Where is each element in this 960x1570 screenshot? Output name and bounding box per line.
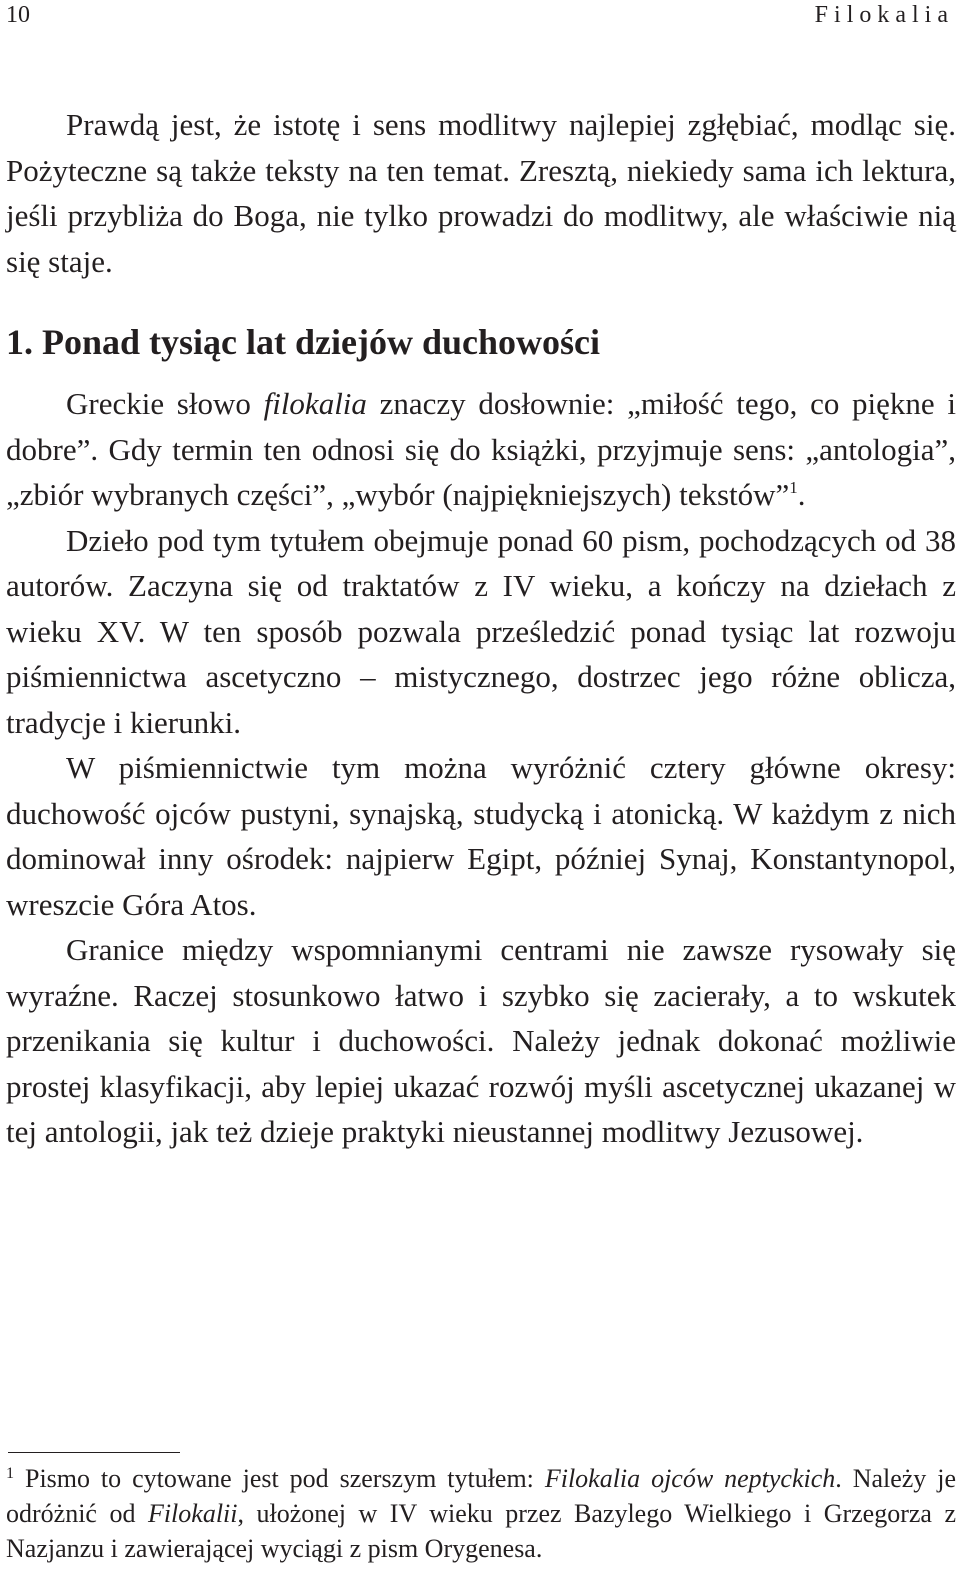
paragraph-text: Greckie słowo [66,386,264,421]
paragraph-filokalia-meaning [6,381,956,518]
paragraph-text: znaczy dosłownie: „miłość tego, co piękne i dobre”. Gdy termin ten odnosi się do książki, przyjmuje sens: „antologia”, „zbiór wybranych części”, „wybór (najpiękniejszych) tekstów” [6,386,957,512]
footnote-text: . Należy je odróżnić od [6,1464,956,1528]
footnote-1 [6,1461,956,1566]
footnote-divider [8,1452,180,1453]
section-heading: 1. Ponad tysiąc lat dziejów duchowości [6,322,600,362]
intro-paragraph: Prawdą jest, że istotę i sens modlitwy najlepiej zgłębiać, modląc się. Pożyteczne są także teksty na ten temat. Zresztą, niekiedy sama ich lektura, jeśli przybliża do Boga, nie tylko prowadzi do modlitwy, ale właściwie nią się staje. [6,107,956,279]
footnotes [6,1461,956,1566]
footnote-title-neptic: Filokalia ojców neptyckich [544,1464,836,1493]
term-filokalia: filokalia [263,386,367,421]
footnote-reference[interactable]: 1 [789,478,798,498]
running-title: Filokalia [814,2,954,28]
paragraph-boundaries: Granice między wspomnianymi centrami nie zawsze rysowały się wyraźne. Raczej stosunkowo łatwo i szybko się zacierały, a to wskutek przenikania się kultur i duchowości. Należy jednak dokonać możliwie prostej klasyfikacji, aby lepiej ukazać rozwój myśli ascetycznej ukazanej w tej antologii, jak też dzieje praktyki nieustannej modlitwy Jezusowej. [6,932,956,1149]
page-number: 10 [6,2,30,28]
body-text [6,102,956,1155]
footnote-marker: 1 [6,1465,15,1483]
running-head [6,0,954,30]
footnote-text: Pismo to cytowane jest pod szerszym tytułem: [14,1464,545,1493]
paragraph-text: . [797,477,806,512]
footnote-title-filokalii: Filokalii [147,1499,238,1528]
paragraph-scope: Dzieło pod tym tytułem obejmuje ponad 60 pism, pochodzących od 38 autorów. Zaczyna się od traktatów z IV wieku, a kończy na dziełach z wieku XV. W ten sposób pozwala prześledzić ponad tysiąc lat rozwoju piśmiennictwa ascetyczno – mistycznego, dostrzec jego różne oblicza, tradycje i kierunki. [6,522,956,740]
footnote-text: , ułożonej w IV wieku przez Bazylego Wielkiego i Grzegorza z Nazjanzu i zawierającej wyciągi z pism Orygenesa. [6,1499,956,1563]
paragraph-periods: W piśmiennictwie tym można wyróżnić cztery główne okresy: duchowość ojców pustyni, synajską, studycką i atonicką. W każdym z nich dominował inny ośrodek: najpierw Egipt, później Synaj, Konstantynopol, wreszcie Góra Atos. [6,750,956,922]
